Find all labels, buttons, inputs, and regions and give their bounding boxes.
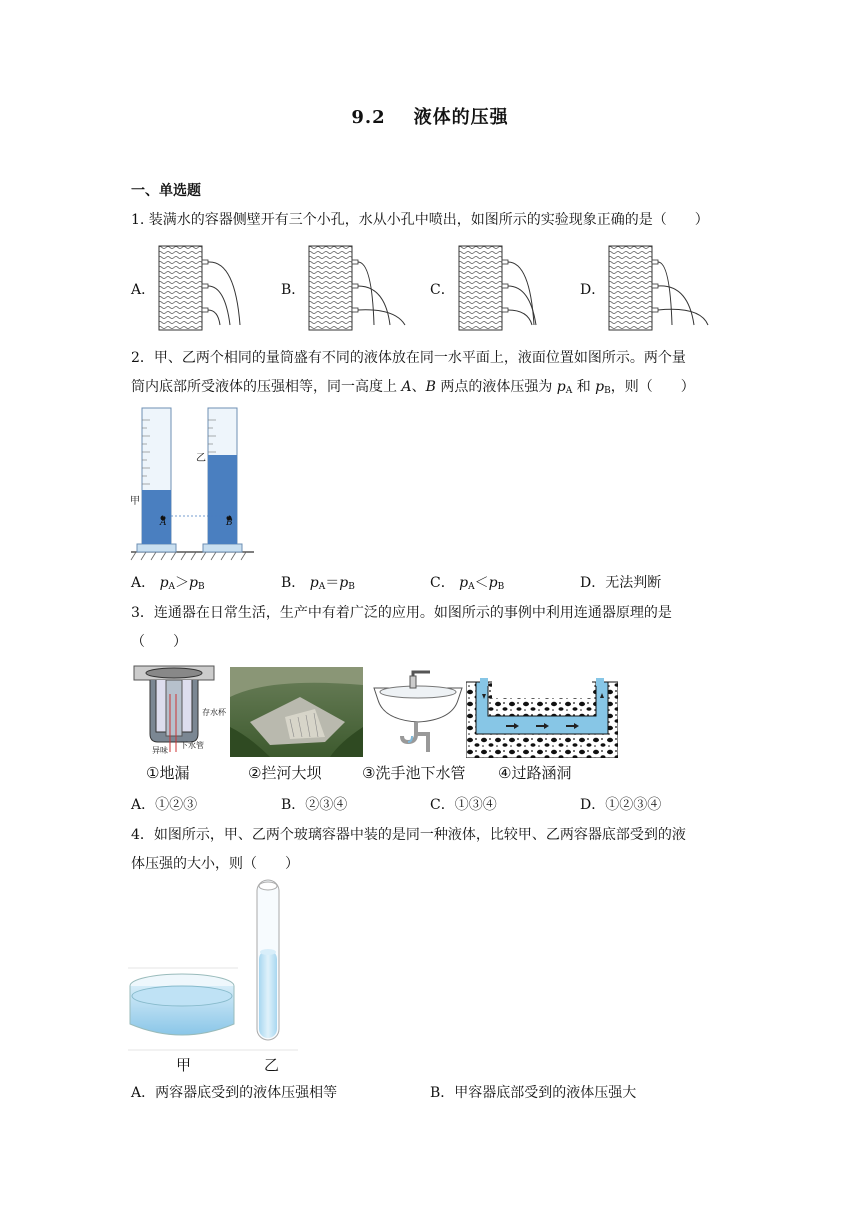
q2-figure-cylinders <box>128 400 258 565</box>
q3-option-d[interactable]: D．①②③④ <box>580 797 662 813</box>
q1-figure-b <box>300 240 410 335</box>
q4-line1: 4．如图所示，甲、乙两个玻璃容器中装的是同一种液体，比较甲、乙两容器底部受到的液 <box>131 827 686 843</box>
q2-line2: 筒内底部所受液体的压强相等，同一高度上 A、B 两点的液体压强为 $p_A$ 和 $p_B$，则（ ） <box>131 379 695 396</box>
q1-option-b[interactable]: B． <box>281 282 306 298</box>
q1-stem: 1. 装满水的容器侧壁开有三个小孔，水从小孔中喷出，如图所示的实验现象正确的是（ ） <box>131 212 709 228</box>
q3-drain-label-pipe: 下水管 <box>180 741 204 750</box>
q2-option-d[interactable]: D．无法判断 <box>580 575 662 591</box>
q4-label-yi: 乙 <box>264 1056 280 1074</box>
title-number: 9.2 <box>351 107 386 128</box>
q1-figure-d <box>600 240 715 335</box>
q3-sink-figure <box>372 670 464 754</box>
q4-stem <box>131 821 751 879</box>
q2-option-c[interactable]: C． $p_A<p_B$ <box>430 575 505 592</box>
q2-point-b-label: B <box>226 518 233 528</box>
q2-label-jia: 甲 <box>130 496 140 507</box>
q1-figure-c <box>450 240 560 335</box>
page-title <box>0 103 860 129</box>
q3-caption-2: ②拦河大坝 <box>248 764 322 782</box>
q4-option-b[interactable]: B．甲容器底部受到的液体压强大 <box>430 1085 637 1101</box>
q4-label-jia: 甲 <box>176 1056 192 1074</box>
q3-drain-label-cup: 存水杯 <box>202 708 226 717</box>
q3-option-b[interactable]: B．②③④ <box>281 797 348 813</box>
q3-option-a[interactable]: A．①②③ <box>131 797 198 813</box>
q2-label-yi: 乙 <box>196 453 206 464</box>
section-heading: 一、单选题 <box>131 183 201 199</box>
q4-line2: 体压强的大小，则（ ） <box>131 856 299 872</box>
q3-caption-3: ③洗手池下水管 <box>362 764 466 782</box>
q3-drain-label-odor: 异味 <box>152 746 168 755</box>
q2-point-a-label: A <box>160 518 167 528</box>
q3-option-c[interactable]: C．①③④ <box>430 797 497 813</box>
q3-line1: 3．连通器在日常生活，生产中有着广泛的应用。如图所示的事例中利用连通器原理的是 <box>131 605 672 621</box>
q3-stem <box>131 599 751 657</box>
q2-option-b[interactable]: B． $p_A=p_B$ <box>281 575 355 592</box>
title-text: 液体的压强 <box>413 107 509 128</box>
q1-option-a[interactable]: A． <box>131 282 156 298</box>
q1-figure-a <box>150 240 260 335</box>
q3-line2: （ ） <box>131 634 187 650</box>
q2-stem <box>131 344 751 406</box>
q2-line1: 2．甲、乙两个相同的量筒盛有不同的液体放在同一水平面上，液面位置如图所示。两个量 <box>131 350 686 366</box>
q3-caption-1: ①地漏 <box>146 764 190 782</box>
q3-culvert-figure <box>466 676 618 758</box>
q4-figure-containers <box>128 874 298 1054</box>
q2-option-a[interactable]: A． $p_A>p_B$ <box>131 575 205 592</box>
q4-option-a[interactable]: A．两容器底受到的液体压强相等 <box>131 1085 338 1101</box>
q3-dam-photo <box>230 667 363 757</box>
q1-option-c[interactable]: C． <box>430 282 455 298</box>
q3-caption-4: ④过路涵洞 <box>498 764 572 782</box>
q1-option-d[interactable]: D． <box>580 282 606 298</box>
